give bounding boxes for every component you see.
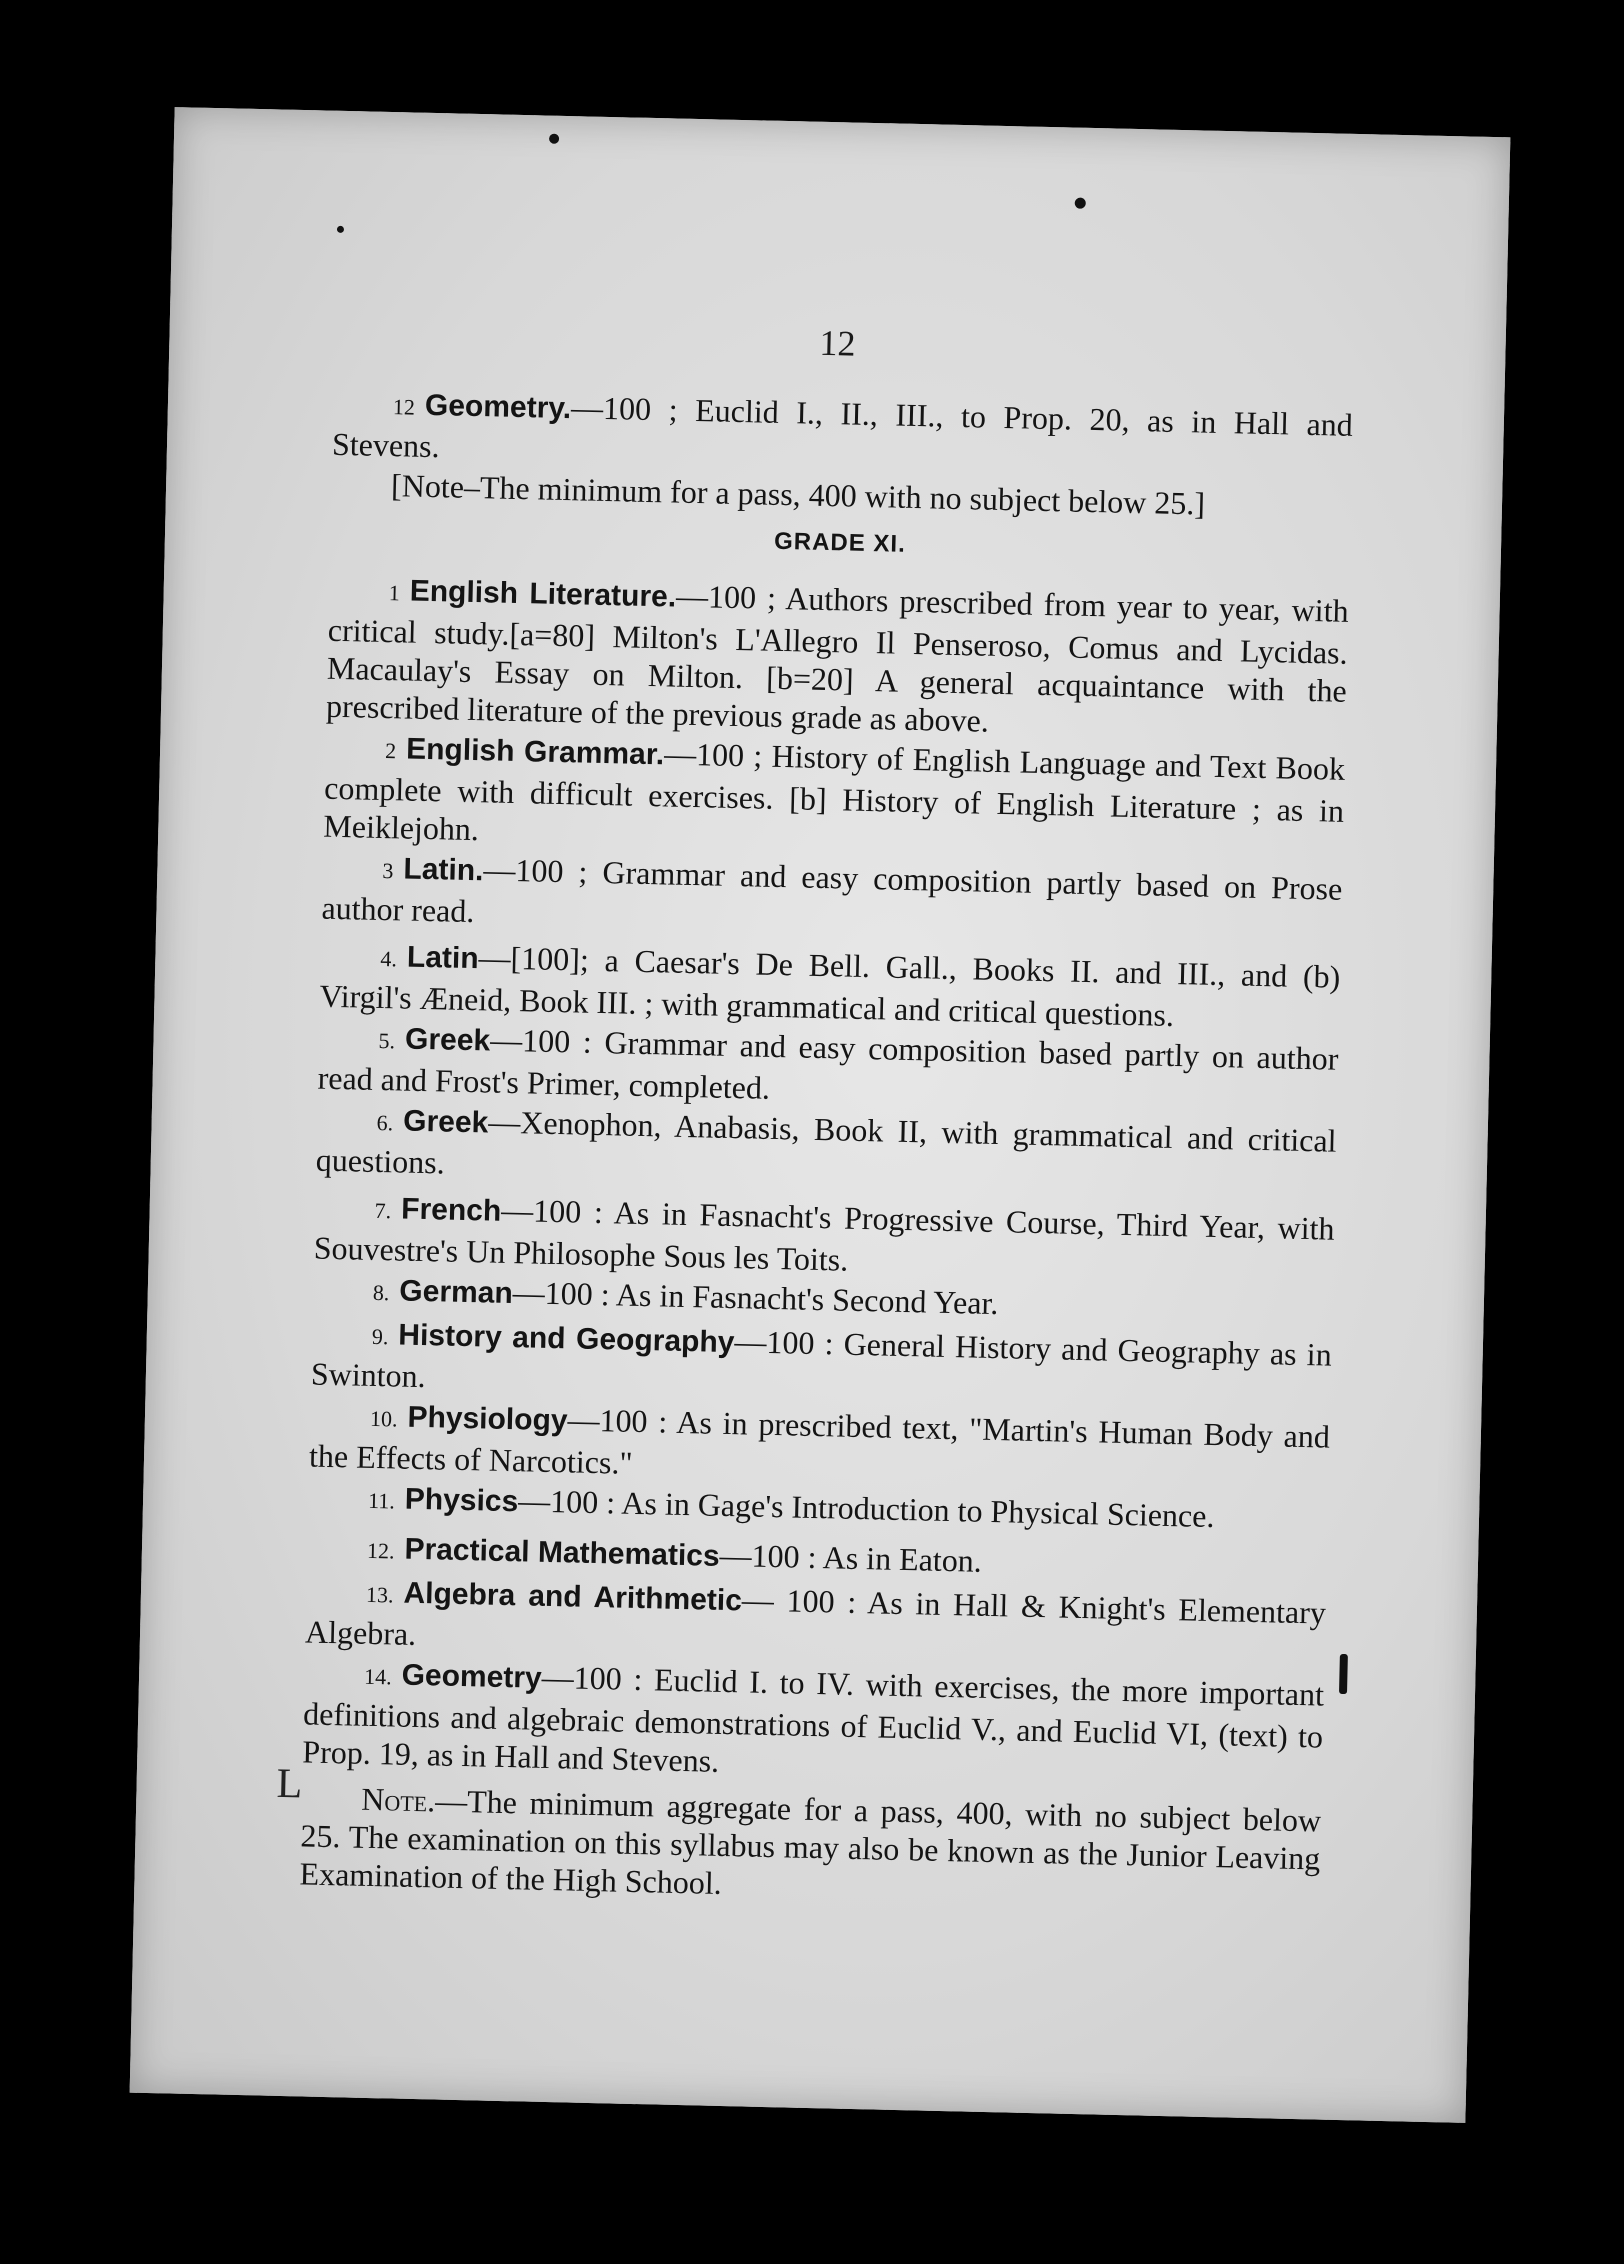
- entry-label: Geometry.: [424, 388, 572, 426]
- entry-text: —100 : Euclid I. to IV. with exercises, the more important definitions and algebraic demonstrations of Euclid V., and Euclid VI, (text) to Prop. 19, as in Hall and Stevens.: [302, 1658, 1325, 1779]
- entry-text: —Xenophon, Anabasis, Book II, with grammatical and critical questions.: [315, 1103, 1337, 1181]
- entry-text: —100 ; Authors prescribed from year to year, with critical study.[a=80] Milton's L'Allegro Il Penseroso, Comus and Lycidas. Macaulay's Essay on Milton. [b=20] A general acquaintance with the prescribed literature of the previous grade as above.: [325, 577, 1349, 739]
- entry-number: 8.: [372, 1279, 390, 1306]
- entry-label: Algebra and Arithmetic: [403, 1576, 743, 1618]
- entry-number: 10.: [369, 1405, 398, 1432]
- entry-text: —100 ; History of English Language and Text Book complete with difficult exercises. [b] History of English Literature ; as in Meiklejohn.: [323, 735, 1346, 848]
- pass-note: [Note–The minimum for a pass, 400 with no subject below 25.]: [390, 467, 1206, 522]
- entry-text: —[100]; a Caesar's De Bell. Gall., Books II. and III., and (b) Virgil's Æneid, Book III. ; with grammatical and critical questions.: [319, 939, 1341, 1034]
- subject-entry: [326, 569, 1349, 748]
- entry-text: —100 : As in Fasnacht's Second Year.: [512, 1274, 999, 1322]
- entry-text: —100 ; Grammar and easy composition partly based on Prose author read.: [321, 851, 1343, 930]
- entry-number: 13.: [365, 1581, 394, 1608]
- entry-number: 11.: [367, 1487, 396, 1514]
- entry-number: 4.: [380, 945, 398, 972]
- entry-label: Physics: [404, 1482, 519, 1519]
- ink-spot: [337, 226, 344, 233]
- entry-number: 2: [384, 738, 397, 764]
- entry-label: Greek: [402, 1104, 489, 1140]
- ink-spot: [1075, 198, 1086, 209]
- grade-heading: GRADE XI.: [773, 527, 907, 558]
- entry-number: 7.: [374, 1197, 392, 1224]
- page-content: [299, 383, 1353, 1918]
- entry-number: 12.: [366, 1537, 395, 1564]
- entry-number: 1: [388, 580, 401, 606]
- entry-label: Physiology: [407, 1400, 568, 1438]
- entry-text: —100 : Grammar and easy composition based partly on author read and Frost's Primer, completed.: [317, 1021, 1339, 1106]
- entry-text: —100 : As in Eaton.: [719, 1536, 983, 1579]
- entry-number: 6.: [376, 1109, 394, 1136]
- entry-label: German: [399, 1274, 514, 1311]
- entry-label: History and Geography: [398, 1318, 735, 1360]
- final-note: [299, 1778, 1321, 1915]
- entry-number: 14.: [363, 1663, 392, 1690]
- entry-number: 5.: [378, 1027, 396, 1054]
- entry-label: Latin: [406, 940, 480, 976]
- subject-list: [302, 569, 1349, 1794]
- subject-entry: [302, 1652, 1324, 1793]
- entry-text: —100 : As in Fasnacht's Progressive Course, Third Year, with Souvestre's Un Philosophe Sous les Toits.: [313, 1191, 1335, 1278]
- entry-label: Latin.: [403, 852, 484, 888]
- entry-label: Greek: [404, 1022, 491, 1058]
- entry-text: — 100 : As in Hall & Knight's Elementary Algebra.: [304, 1581, 1327, 1652]
- page-number: 12: [819, 322, 856, 364]
- entry-label: English Grammar.: [405, 732, 665, 772]
- margin-bracket-mark: [1339, 1654, 1348, 1694]
- entry-label: French: [400, 1192, 502, 1228]
- entry-text: —100 : As in prescribed text, "Martin's Human Body and the Effects of Narcotics.": [308, 1401, 1331, 1481]
- subject-entry: [323, 727, 1345, 868]
- entry-text: —100 : As in Gage's Introduction to Physical Science.: [517, 1482, 1215, 1535]
- note-text: —The minimum aggregate for a pass, 400, with no subject below 25. The examination on this syllabus may also be known as the Junior Leaving Examination of the High School.: [299, 1782, 1322, 1901]
- margin-pencil-mark: L: [276, 1760, 303, 1808]
- note-label: Note.: [360, 1780, 436, 1819]
- entry-text: —100 ; Euclid I., II., III., to Prop. 20, as in Hall and Stevens.: [331, 389, 1354, 465]
- entry-text: —100 : General History and Geography as in Swinton.: [310, 1323, 1333, 1395]
- entry-number: 3: [382, 858, 394, 884]
- entry-label: English Literature.: [409, 574, 677, 614]
- entry-number: 12: [392, 394, 416, 420]
- scanned-page: [130, 107, 1511, 2123]
- entry-label: Geometry: [401, 1658, 543, 1695]
- ink-spot: [549, 134, 559, 144]
- entry-label: Practical Mathematics: [404, 1532, 720, 1573]
- entry-number: 9.: [371, 1323, 389, 1350]
